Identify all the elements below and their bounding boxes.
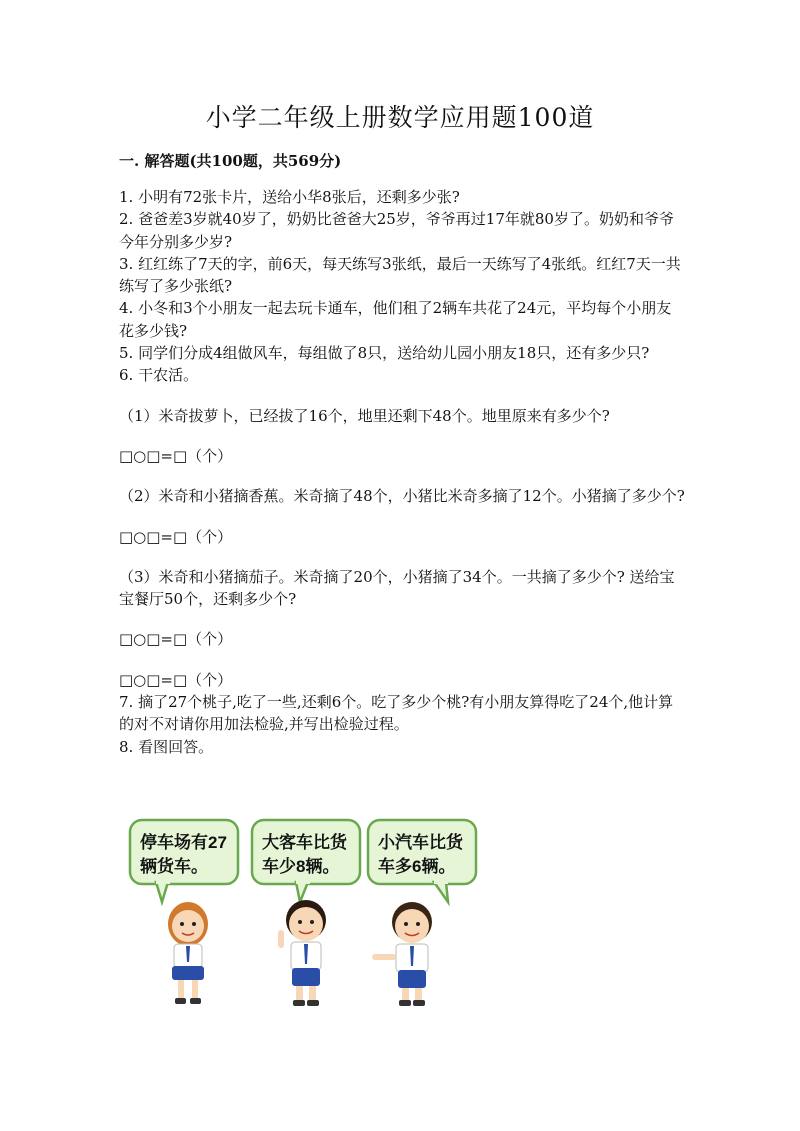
question-4: 4. 小冬和3个小朋友一起去玩卡通车，他们租了2辆车共花了24元，平均每个小朋友花多少钱? bbox=[119, 299, 672, 340]
question-list bbox=[119, 186, 685, 758]
question-7: 7. 摘了27个桃子,吃了一些,还剩6个。吃了多少个桃?有小朋友算得吃了24个,他计算的对不对请你用加法检验,并写出检验过程。 bbox=[119, 693, 674, 734]
girl-figure bbox=[168, 902, 208, 1004]
bubble-3-line-2: 车多6辆。 bbox=[378, 857, 456, 876]
question-6-part-3: （3）米奇和小猪摘茄子。米奇摘了20个，小猪摘了34个。一共摘了多少个? 送给宝宝餐厅50个，还剩多少个? bbox=[119, 567, 675, 609]
boy-figure-2 bbox=[372, 902, 432, 1006]
bubble-3-line-1: 小汽车比货 bbox=[378, 833, 463, 852]
speech-bubble-2 bbox=[252, 820, 360, 902]
question-8: 8. 看图回答。 bbox=[119, 737, 214, 756]
bubble-1-line-2: 辆货车。 bbox=[140, 857, 208, 876]
page-title: 小学二年级上册数学应用题100道 bbox=[205, 103, 595, 132]
question-2: 2. 爸爸差3岁就40岁了，奶奶比爸爸大25岁，爷爷再过17年就80岁了。奶奶和爷爷今年分别多少岁? bbox=[119, 210, 674, 251]
bubble-2-line-2: 车少8辆。 bbox=[262, 857, 340, 876]
question-5: 5. 同学们分成4组做风车，每组做了8只，送给幼儿园小朋友18只，还有多少只? bbox=[119, 344, 650, 363]
speech-bubble-1 bbox=[130, 820, 238, 902]
formula-blank: □○□=□（个） bbox=[119, 670, 233, 689]
question-6: 6. 干农活。 bbox=[119, 366, 199, 385]
question-6-part-2: （2）米奇和小猪摘香蕉。米奇摘了48个，小猪比米奇多摘了12个。小猪摘了多少个? bbox=[119, 487, 685, 506]
bubble-2-line-1: 大客车比货 bbox=[262, 833, 347, 852]
bubble-1-line-1: 停车场有27 bbox=[140, 833, 227, 852]
speech-bubble-3 bbox=[368, 820, 476, 902]
question-3: 3. 红红练了7天的字，前6天，每天练写3张纸，最后一天练写了4张纸。红红7天一共练写了多少张纸? bbox=[119, 254, 681, 296]
section-heading: 一. 解答题(共100题，共569分) bbox=[119, 152, 342, 170]
children-speech-illustration bbox=[128, 818, 488, 1018]
question-6-part-1: （1）米奇拔萝卜，已经拔了16个，地里还剩下48个。地里原来有多少个? bbox=[119, 406, 610, 425]
formula-blank: □○□=□（个） bbox=[119, 630, 233, 649]
boy-figure-1 bbox=[278, 900, 326, 1006]
formula-blank: □○□=□（个） bbox=[119, 527, 233, 546]
question-1: 1. 小明有72张卡片，送给小华8张后，还剩多少张? bbox=[119, 188, 460, 206]
formula-blank: □○□=□（个） bbox=[119, 446, 233, 465]
